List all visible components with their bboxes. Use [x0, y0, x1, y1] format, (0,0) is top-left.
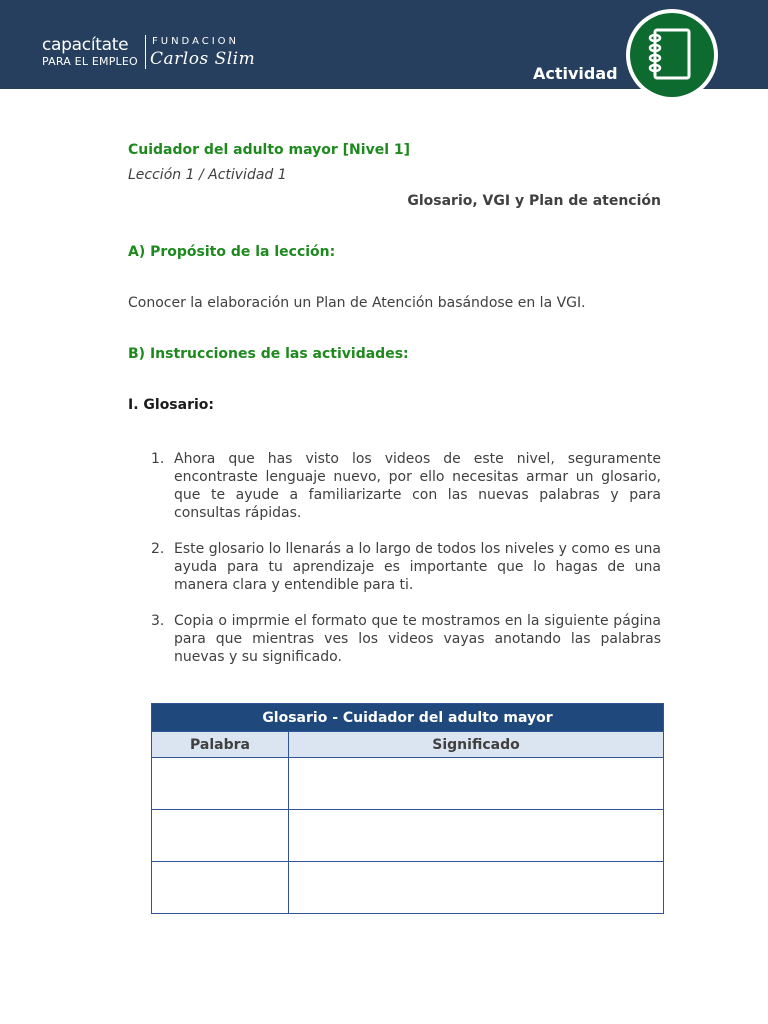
glosario-heading: I. Glosario: — [128, 397, 215, 413]
document-subtitle: Glosario, VGI y Plan de atención — [407, 193, 661, 209]
logo-fundacion: FUNDACION — [152, 36, 240, 47]
list-item-number: 1. — [151, 451, 165, 467]
page-header — [0, 0, 768, 89]
notebook-icon — [625, 8, 719, 102]
table-row — [152, 758, 664, 810]
list-item-text: Ahora que has visto los videos de este nivel, seguramente encontraste lenguaje nuevo, por ello necesitas armar un glosario, que te ayude a familiarizarte con las nuevas palabras y para consultas rápidas. — [174, 451, 661, 521]
list-item-text: Este glosario lo llenarás a lo largo de todos los niveles y como es una ayuda para tu aprendizaje es importante que lo hagas de una manera clara y entendible para ti. — [174, 541, 661, 593]
table-cell-palabra[interactable] — [152, 862, 289, 914]
table-cell-palabra[interactable] — [152, 810, 289, 862]
list-item-number: 3. — [151, 613, 165, 629]
purpose-text: Conocer la elaboración un Plan de Atención basándose en la VGI. — [128, 295, 586, 311]
list-item-text: Copia o imprmie el formato que te mostramos en la siguiente página para que mientras ves los videos vayas anotando las palabras nuevas y su significado. — [174, 613, 661, 665]
table-row — [152, 862, 664, 914]
activity-label: Actividad — [533, 64, 618, 83]
table-cell-palabra[interactable] — [152, 758, 289, 810]
section-b-heading: B) Instrucciones de las actividades: — [128, 346, 409, 362]
glossary-table — [151, 703, 664, 914]
logo-capacitate: capacítate — [42, 35, 129, 55]
list-item — [128, 612, 661, 666]
section-a-heading: A) Propósito de la lección: — [128, 244, 336, 260]
table-header-row — [152, 732, 664, 758]
column-header-palabra: Palabra — [152, 732, 289, 758]
instructions-list — [128, 450, 661, 684]
logo-carlos-slim: Carlos Slim — [150, 49, 256, 69]
list-item-number: 2. — [151, 541, 165, 557]
logo-para-el-empleo: PARA EL EMPLEO — [42, 55, 138, 68]
course-title: Cuidador del adulto mayor [Nivel 1] — [128, 142, 411, 158]
table-cell-significado[interactable] — [289, 810, 664, 862]
list-item — [128, 540, 661, 594]
table-title-row — [152, 704, 664, 732]
column-header-significado: Significado — [289, 732, 664, 758]
table-cell-significado[interactable] — [289, 758, 664, 810]
table-cell-significado[interactable] — [289, 862, 664, 914]
list-item — [128, 450, 661, 522]
lesson-label: Lección 1 / Actividad 1 — [128, 167, 287, 183]
table-title: Glosario - Cuidador del adulto mayor — [152, 704, 664, 732]
table-row — [152, 810, 664, 862]
logo-divider — [145, 35, 146, 69]
